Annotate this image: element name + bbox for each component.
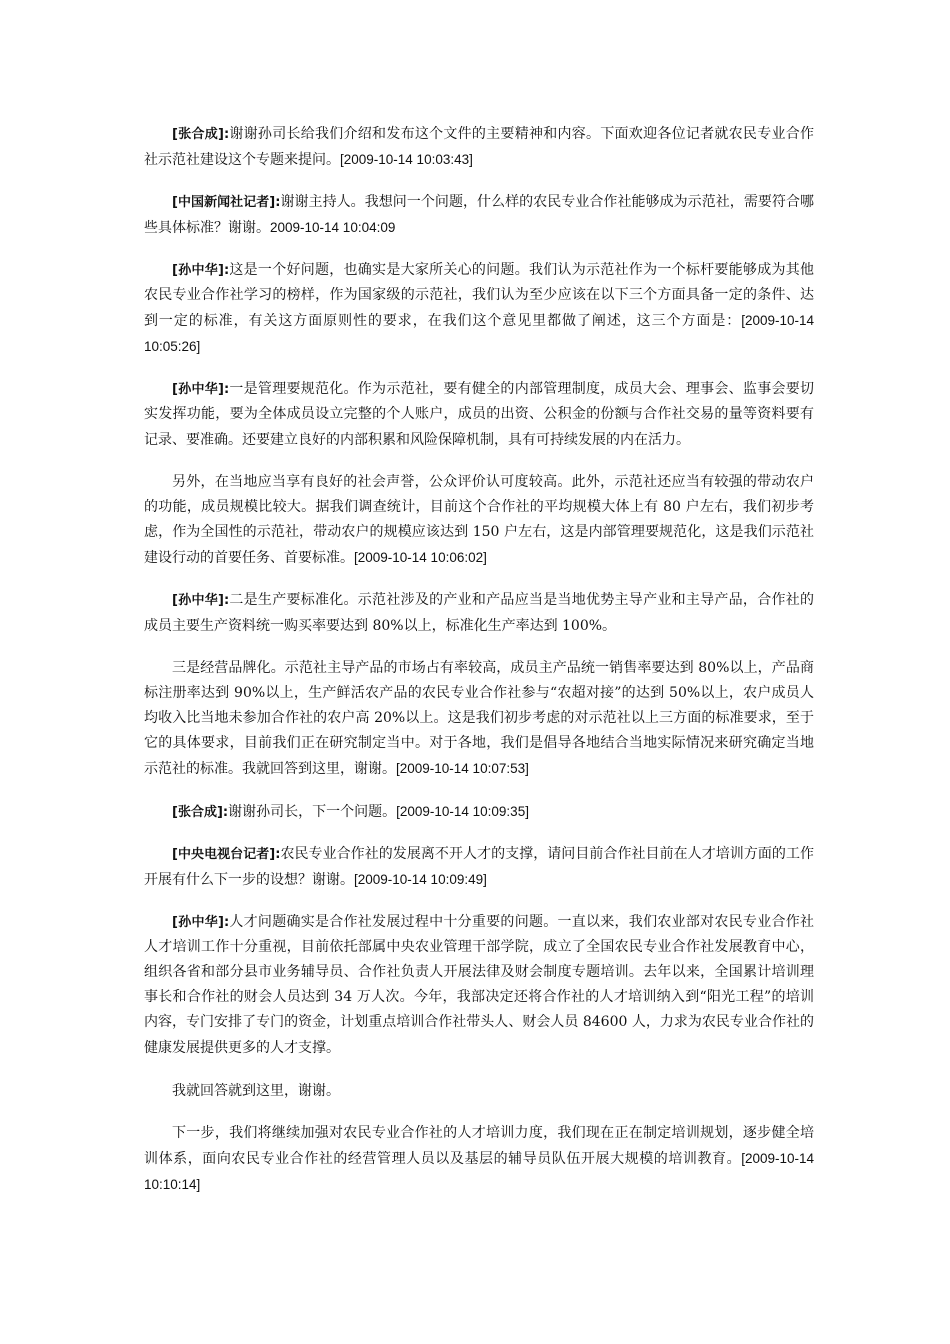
timestamp: [2009-10-14 10:09:35] <box>396 804 529 819</box>
paragraph-text: 一是管理要规范化。作为示范社，要有健全的内部管理制度，成员大会、理事会、监事会要切实发挥功能，要为全体成员设立完整的个人账户，成员的出资、公积金的份额与合作社交易的量等资料要有记录、要准确。还要建立良好的内部积累和风险保障机制，具有可持续发展的内在活力。 <box>144 381 814 448</box>
paragraph-text: 二是生产要标准化。示范社涉及的产业和产品应当是当地优势主导产业和主导产品，合作社的成员主要生产资料统一购买率要达到 80%以上，标准化生产率达到 100%。 <box>144 592 814 634</box>
paragraph-text: 人才问题确实是合作社发展过程中十分重要的问题。一直以来，我们农业部对农民专业合作社人才培训工作十分重视，目前依托部属中央农业管理干部学院，成立了全国农民专业合作社发展教育中心，组织各省和部分县市业务辅导员、合作社负责人开展法律及财会制度专题培训。去年以来，全国累计培训理事长和合作社的财会人员达到 34 万人次。今年，我部决定还将合作社的人才培训纳入到“阳光工程”的培训内容，专门安排了专门的资金，计划重点培训合作社带头人、财会人员 84600 人，力求为农民专业合作社的健康发展提供更多的人才支撑。 <box>144 914 814 1056</box>
timestamp: 2009-10-14 10:04:09 <box>270 220 396 235</box>
timestamp: [2009-10-14 10:09:49] <box>354 872 487 887</box>
timestamp: [2009-10-14 10:10:14] <box>144 1151 814 1192</box>
transcript-paragraph <box>144 470 814 571</box>
transcript-paragraph <box>144 842 814 893</box>
speaker-name: [孙中华]: <box>172 263 230 278</box>
transcript-paragraph <box>144 1121 814 1198</box>
paragraph-text: 另外，在当地应当享有良好的社会声誉，公众评价认可度较高。此外，示范社还应当有较强的带动农户的功能，成员规模比较大。据我们调查统计，目前这个合作社的平均规模大体上有 80 户左右，我们初步考虑，作为全国性的示范社，带动农户的规模应该达到 150 户左右，这是内部管理要规范化，这是我们示范社建设行动的首要任务、首要标准。 <box>144 474 814 566</box>
transcript-paragraph <box>144 588 814 639</box>
transcript-paragraph <box>144 1078 814 1104</box>
paragraph-text: 谢谢孙司长给我们介绍和发布这个文件的主要精神和内容。下面欢迎各位记者就农民专业合作社示范社建设这个专题来提问。 <box>144 126 814 168</box>
paragraph-text: 农民专业合作社的发展离不开人才的支撑，请问目前合作社目前在人才培训方面的工作开展有什么下一步的设想？谢谢。 <box>144 846 814 888</box>
paragraph-text: 谢谢孙司长，下一个问题。 <box>228 804 397 820</box>
speaker-name: [张合成]: <box>172 805 229 820</box>
transcript-paragraph <box>144 190 814 241</box>
speaker-name: [孙中华]: <box>172 915 230 930</box>
speaker-name: [中国新闻社记者]: <box>172 195 281 210</box>
timestamp: [2009-10-14 10:03:43] <box>340 152 473 167</box>
speaker-name: [张合成]: <box>172 127 230 142</box>
speaker-name: [孙中华]: <box>172 593 230 608</box>
speaker-name: [孙中华]: <box>172 382 230 397</box>
paragraph-text: 三是经营品牌化。示范社主导产品的市场占有率较高，成员主产品统一销售率要达到 80%以上，产品商标注册率达到 90%以上，生产鲜活农产品的农民专业合作社参与“农超对接”的达到 50%以上，农户成员人均收入比当地未参加合作社的农户高 20%以上。这是我们初步考虑的对示范社以上三方面的标准要求，至于它的具体要求，目前我们正在研究制定当中。对于各地，我们是倡导各地结合当地实际情况来研究确定当地示范社的标准。我就回答到这里，谢谢。 <box>144 660 814 777</box>
timestamp: [2009-10-14 10:06:02] <box>354 550 487 565</box>
transcript-paragraph <box>144 910 814 1061</box>
timestamp: [2009-10-14 10:05:26] <box>144 313 814 354</box>
paragraph-text: 下一步，我们将继续加强对农民专业合作社的人才培训力度，我们现在正在制定培训规划，逐步健全培训体系，面向农民专业合作社的经营管理人员以及基层的辅导员队伍开展大规模的培训教育。 <box>144 1125 814 1167</box>
speaker-name: [中央电视台记者]: <box>172 847 281 862</box>
transcript-paragraph <box>144 656 814 782</box>
transcript-page <box>144 122 814 1215</box>
transcript-paragraph <box>144 258 814 360</box>
timestamp: [2009-10-14 10:07:53] <box>396 761 529 776</box>
paragraph-text: 谢谢主持人。我想问一个问题，什么样的农民专业合作社能够成为示范社，需要符合哪些具体标准？谢谢。 <box>144 194 814 236</box>
paragraph-text: 我就回答就到这里，谢谢。 <box>172 1083 340 1099</box>
transcript-paragraph <box>144 799 814 825</box>
transcript-paragraph <box>144 122 814 173</box>
transcript-paragraph <box>144 377 814 453</box>
paragraph-text: 这是一个好问题，也确实是大家所关心的问题。我们认为示范社作为一个标杆要能够成为其他农民专业合作社学习的榜样，作为国家级的示范社，我们认为至少应该在以下三个方面具备一定的条件、达到一定的标准，有关这方面原则性的要求，在我们这个意见里都做了阐述，这三个方面是： <box>144 262 814 329</box>
